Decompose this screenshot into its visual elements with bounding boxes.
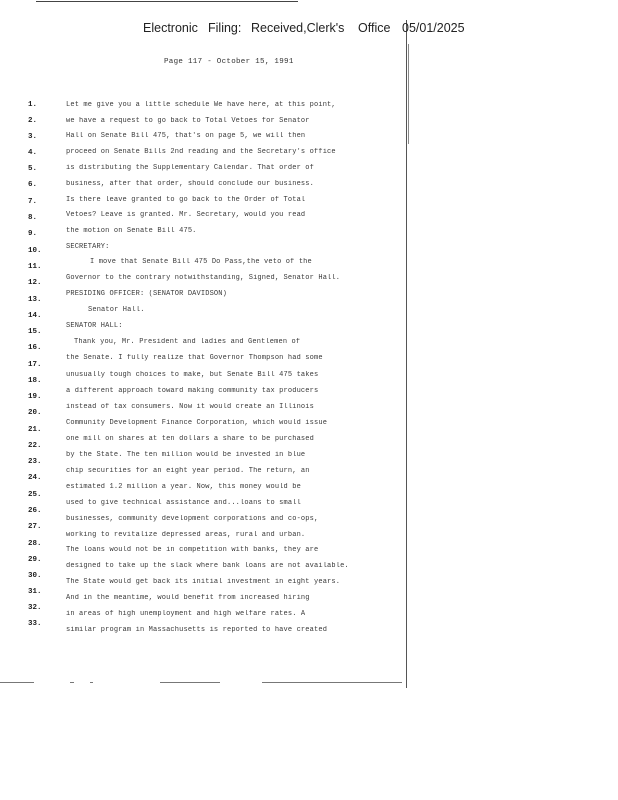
filing-stamp-header	[0, 18, 618, 38]
line-number: 32.	[28, 604, 42, 612]
stamp-filing: Filing:	[208, 21, 242, 35]
transcript-line: The loans would not be in competition with banks, they are	[66, 546, 319, 554]
line-number: 21.	[28, 426, 42, 434]
stamp-received: Received,Clerk's	[251, 21, 345, 35]
transcript-line: estimated 1.2 million a year. Now, this money would be	[66, 483, 301, 491]
line-number: 22.	[28, 442, 42, 450]
transcript-line: a different approach toward making community tax producers	[66, 387, 319, 395]
transcript-line: business, after that order, should conclude our business.	[66, 180, 314, 188]
transcript-line: The State would get back its initial investment in eight years.	[66, 578, 341, 586]
line-number: 18.	[28, 377, 42, 385]
right-margin-rule-secondary	[408, 44, 409, 144]
line-number: 15.	[28, 328, 42, 336]
line-number: 8.	[28, 214, 38, 222]
transcript-line: unusually tough choices to make, but Senate Bill 475 takes	[66, 371, 319, 379]
transcript-line: the motion on Senate Bill 475.	[66, 227, 197, 235]
line-number: 9.	[28, 230, 38, 238]
line-number: 33.	[28, 620, 42, 628]
transcript-line: in areas of high unemployment and high welfare rates. A	[66, 610, 306, 618]
line-number: 29.	[28, 556, 42, 564]
line-number: 6.	[28, 181, 38, 189]
line-number: 20.	[28, 409, 42, 417]
transcript-line: Community Development Finance Corporation, which would issue	[66, 419, 328, 427]
line-number: 13.	[28, 296, 42, 304]
transcript-line: Let me give you a little schedule We have here, at this point,	[66, 101, 336, 109]
stamp-office: Office	[358, 21, 391, 35]
page-title: Page 117 - October 15, 1991	[164, 58, 294, 66]
line-number: 28.	[28, 540, 42, 548]
transcript-line: Vetoes? Leave is granted. Mr. Secretary, would you read	[66, 211, 306, 219]
transcript-line: by the State. The ten million would be invested in blue	[66, 451, 306, 459]
stamp-date: 05/01/2025	[402, 21, 465, 35]
bottom-rule	[0, 681, 410, 684]
line-number: 7.	[28, 198, 38, 206]
transcript-line: Thank you, Mr. President and ladies and Gentlemen of	[74, 338, 301, 346]
line-number: 25.	[28, 491, 42, 499]
line-number: 11.	[28, 263, 42, 271]
transcript-line: Governor to the contrary notwithstanding, Signed, Senator Hall.	[66, 274, 341, 282]
line-number: 19.	[28, 393, 42, 401]
line-number: 12.	[28, 279, 42, 287]
transcript-line: the Senate. I fully realize that Governor Thompson had some	[66, 354, 323, 362]
line-number: 24.	[28, 474, 42, 482]
transcript-line: Senator Hall.	[88, 306, 145, 314]
line-number: 14.	[28, 312, 42, 320]
transcript-line: SECRETARY:	[66, 243, 110, 251]
transcript-line: used to give technical assistance and...loans to small	[66, 499, 301, 507]
transcript-line: proceed on Senate Bills 2nd reading and the Secretary's office	[66, 148, 336, 156]
right-margin-rule	[406, 20, 407, 688]
line-number: 5.	[28, 165, 38, 173]
transcript-line: PRESIDING OFFICER: (SENATOR DAVIDSON)	[66, 290, 227, 298]
line-number: 30.	[28, 572, 42, 580]
transcript-line: instead of tax consumers. Now it would create an Illinois	[66, 403, 314, 411]
transcript-line: working to revitalize depressed areas, rural and urban.	[66, 531, 306, 539]
transcript-line: SENATOR HALL:	[66, 322, 123, 330]
transcript-line: is distributing the Supplementary Calendar. That order of	[66, 164, 314, 172]
transcript-line: And in the meantime, would benefit from increased hiring	[66, 594, 310, 602]
line-number: 10.	[28, 247, 42, 255]
stamp-electronic: Electronic	[143, 21, 198, 35]
line-number: 4.	[28, 149, 38, 157]
line-number: 16.	[28, 344, 42, 352]
transcript-line: chip securities for an eight year period. The return, an	[66, 467, 310, 475]
line-number: 23.	[28, 458, 42, 466]
line-number: 26.	[28, 507, 42, 515]
transcript-line: similar program in Massachusetts is reported to have created	[66, 626, 328, 634]
transcript-line: I move that Senate Bill 475 Do Pass,the veto of the	[90, 258, 312, 266]
line-number: 3.	[28, 133, 38, 141]
transcript-line: Is there leave granted to go back to the Order of Total	[66, 196, 306, 204]
transcript-line: businesses, community development corporations and co-ops,	[66, 515, 319, 523]
transcript-line: Hall on Senate Bill 475, that's on page 5, we will then	[66, 132, 306, 140]
line-number: 27.	[28, 523, 42, 531]
transcript-line: one mill on shares at ten dollars a share to be purchased	[66, 435, 314, 443]
transcript-line: designed to take up the slack where bank loans are not available.	[66, 562, 349, 570]
line-number: 31.	[28, 588, 42, 596]
top-rule	[36, 1, 298, 2]
line-number: 1.	[28, 101, 38, 109]
transcript-line: we have a request to go back to Total Vetoes for Senator	[66, 117, 310, 125]
line-number: 2.	[28, 117, 38, 125]
line-number: 17.	[28, 361, 42, 369]
